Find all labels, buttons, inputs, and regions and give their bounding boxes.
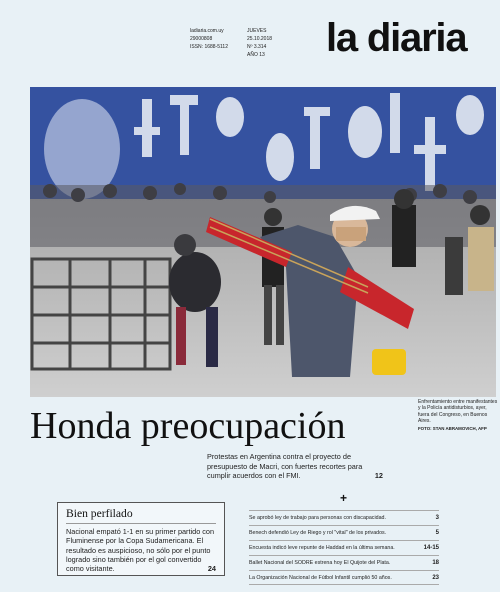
brief-page: 5 (435, 530, 439, 536)
brief-page: 14-15 (423, 545, 439, 551)
lead-page-number: 12 (374, 471, 383, 481)
brief-item[interactable] (249, 540, 439, 555)
briefs-list (249, 510, 439, 585)
brief-page: 3 (435, 515, 439, 521)
brief-page: 18 (432, 560, 439, 566)
brief-text: Encuesta indicó leve repunte de Haddad en la última semana. (249, 545, 395, 551)
issue-text: Nº 3.314 (247, 44, 267, 50)
website-text[interactable]: ladiaria.com.uy (190, 28, 224, 34)
plus-icon: + (340, 491, 348, 505)
weekday-text: JUEVES (247, 28, 267, 34)
phone-text: 29000808 (190, 36, 213, 42)
sidebar-story-box[interactable] (57, 502, 225, 576)
sidebar-story-page-number: 24 (207, 564, 216, 574)
sidebar-story-title: Bien perfilado (66, 506, 216, 524)
protest-photo-illustration (30, 87, 496, 397)
lead-deck-text: Protestas en Argentina contra el proyecto de presupuesto de Macri, con fuertes recortes para cumplir acuerdos con el FMI. (207, 452, 363, 481)
masthead-contact (190, 27, 228, 51)
brief-text: La Organización Nacional de Fútbol Infantil cumplió 50 años. (249, 574, 392, 581)
year-text: AÑO 13 (247, 52, 265, 58)
issn-text: ISSN: 1688-5112 (190, 44, 228, 50)
photo-credit: FOTO: STAN ABRAMOVICH, AFP (418, 425, 487, 431)
date-text: 25.10.2018 (247, 36, 273, 42)
brief-item[interactable] (249, 510, 439, 525)
sidebar-story-text: Nacional empató 1-1 en su primer partido con Fluminense por la Copa Sudamericana. El resultado es auspicioso, no sólo por el punto logrado sino también por el gol convertido como visitante. (66, 527, 215, 574)
brief-item[interactable] (249, 555, 439, 570)
lead-photo (30, 87, 496, 397)
brief-page: 23 (432, 574, 439, 581)
photo-caption (418, 399, 498, 432)
brief-text: Se aprobó ley de trabajo para personas con discapacidad. (249, 515, 386, 521)
photo-caption-text: Enfrentamiento entre manifestantes y la Policía antidisturbios, ayer, fuera del Congreso, en Buenos Aires. (418, 399, 498, 425)
newspaper-logo: la diaria (326, 16, 467, 60)
brief-text: Benech defendió Ley de Riego y rol "vital" de los privados. (249, 530, 387, 536)
lead-deck (207, 452, 383, 481)
brief-text: Ballet Nacional del SODRE estrena hoy El Quijote del Plata. (249, 560, 391, 566)
masthead-edition (247, 27, 272, 59)
sidebar-story-body (66, 527, 216, 573)
brief-item[interactable] (249, 525, 439, 540)
banner-portrait (44, 99, 120, 199)
brief-item[interactable] (249, 570, 439, 585)
lead-headline[interactable]: Honda preocupación (30, 405, 346, 447)
